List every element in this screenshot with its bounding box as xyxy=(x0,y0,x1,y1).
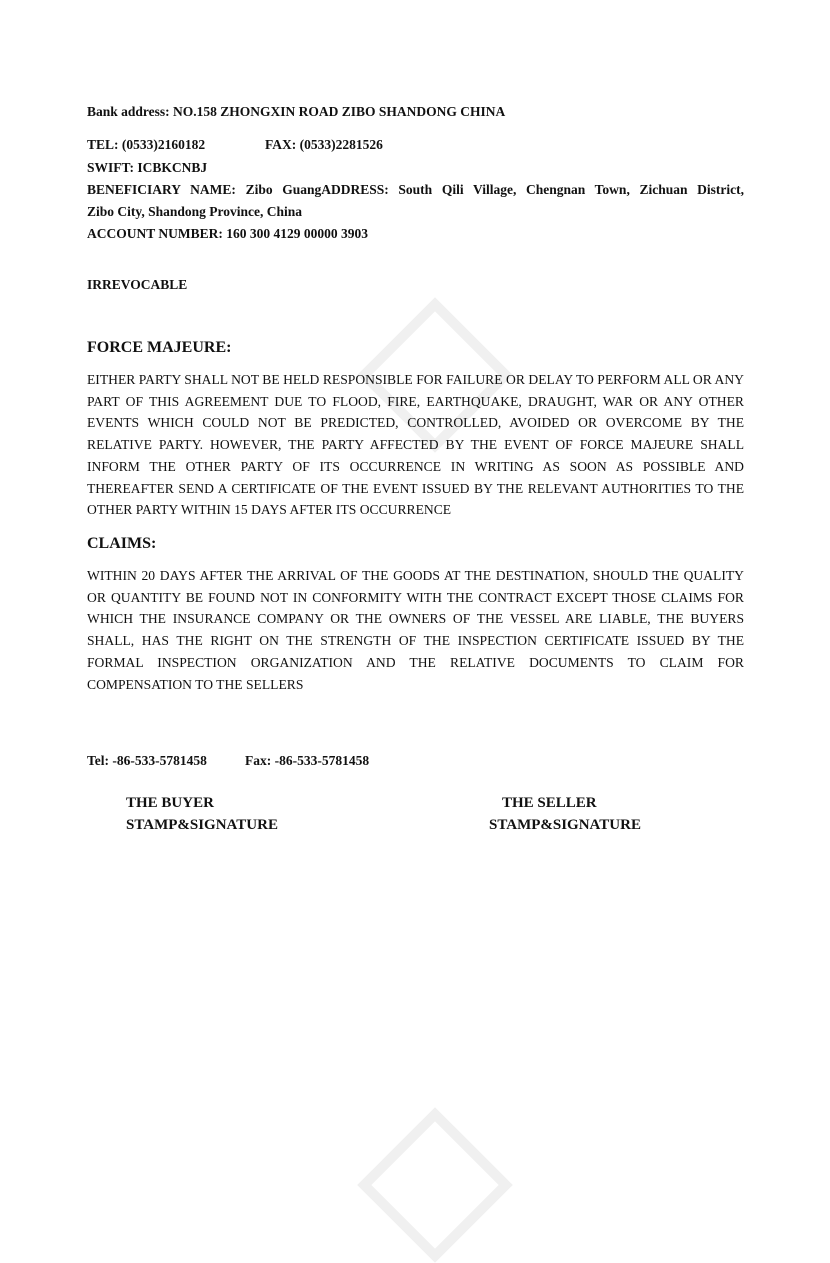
contact-tel: Tel: -86-533-5781458 xyxy=(87,753,207,768)
force-majeure-heading: FORCE MAJEURE: xyxy=(87,339,232,356)
seller-label: THE SELLER xyxy=(502,795,597,811)
claims-body: WITHIN 20 DAYS AFTER THE ARRIVAL OF THE GOODS AT THE DESTINATION, SHOULD THE QUALITY OR QUANTITY BE FOUND NOT IN CONFORMITY WITH THE CONTRACT EXCEPT THOSE CLAIMS FOR WHICH THE INSURANCE COMPANY OR THE OWNERS OF THE VESSEL ARE LIABLE, THE BUYERS SHALL, HAS THE RIGHT ON THE STRENGTH OF THE INSPECTION CERTIFICATE ISSUED BY THE FORMAL INSPECTION ORGANIZATION AND THE RELATIVE DOCUMENTS TO CLAIM FOR COMPENSATION TO THE SELLERS xyxy=(87,568,744,692)
buyer-label: THE BUYER xyxy=(126,795,214,811)
bank-address: Bank address: NO.158 ZHONGXIN ROAD ZIBO SHANDONG CHINA xyxy=(87,104,506,119)
bank-tel: TEL: (0533)2160182 xyxy=(87,137,206,152)
beneficiary-line1: BENEFICIARY NAME: Zibo GuangADDRESS: South Qili Village, Chengnan Town, Zichuan District, xyxy=(87,182,744,197)
beneficiary-line2: Zibo City, Shandong Province, China xyxy=(87,204,303,219)
force-majeure-body: EITHER PARTY SHALL NOT BE HELD RESPONSIBLE FOR FAILURE OR DELAY TO PERFORM ALL OR ANY PART OF THIS AGREEMENT DUE TO FLOOD, FIRE, EARTHQUAKE, DRAUGHT, WAR OR ANY OTHER EVENTS WHICH COULD NOT BE PREDICTED, CONTROLLED, AVOIDED OR OVERCOME BY THE RELATIVE PARTY. HOWEVER, THE PARTY AFFECTED BY THE EVENT OF FORCE MAJEURE SHALL INFORM THE OTHER PARTY OF ITS OCCURRENCE IN WRITING AS SOON AS POSSIBLE AND THEREAFTER SEND A CERTIFICATE OF THE EVENT ISSUED BY THE RELEVANT AUTHORITIES TO THE OTHER PARTY WITHIN 15 DAYS AFTER ITS OCCURRENCE xyxy=(87,372,744,518)
claims-heading: CLAIMS: xyxy=(87,535,157,552)
bank-fax: FAX: (0533)2281526 xyxy=(265,137,383,152)
swift: SWIFT: ICBKCNBJ xyxy=(87,160,208,175)
watermark xyxy=(357,1107,513,1263)
buyer-stamp-signature: STAMP&SIGNATURE xyxy=(126,817,278,833)
seller-stamp-signature: STAMP&SIGNATURE xyxy=(489,817,641,833)
account-number: ACCOUNT NUMBER: 160 300 4129 00000 3903 xyxy=(87,226,369,241)
irrevocable: IRREVOCABLE xyxy=(87,277,188,292)
contact-fax: Fax: -86-533-5781458 xyxy=(245,753,370,768)
